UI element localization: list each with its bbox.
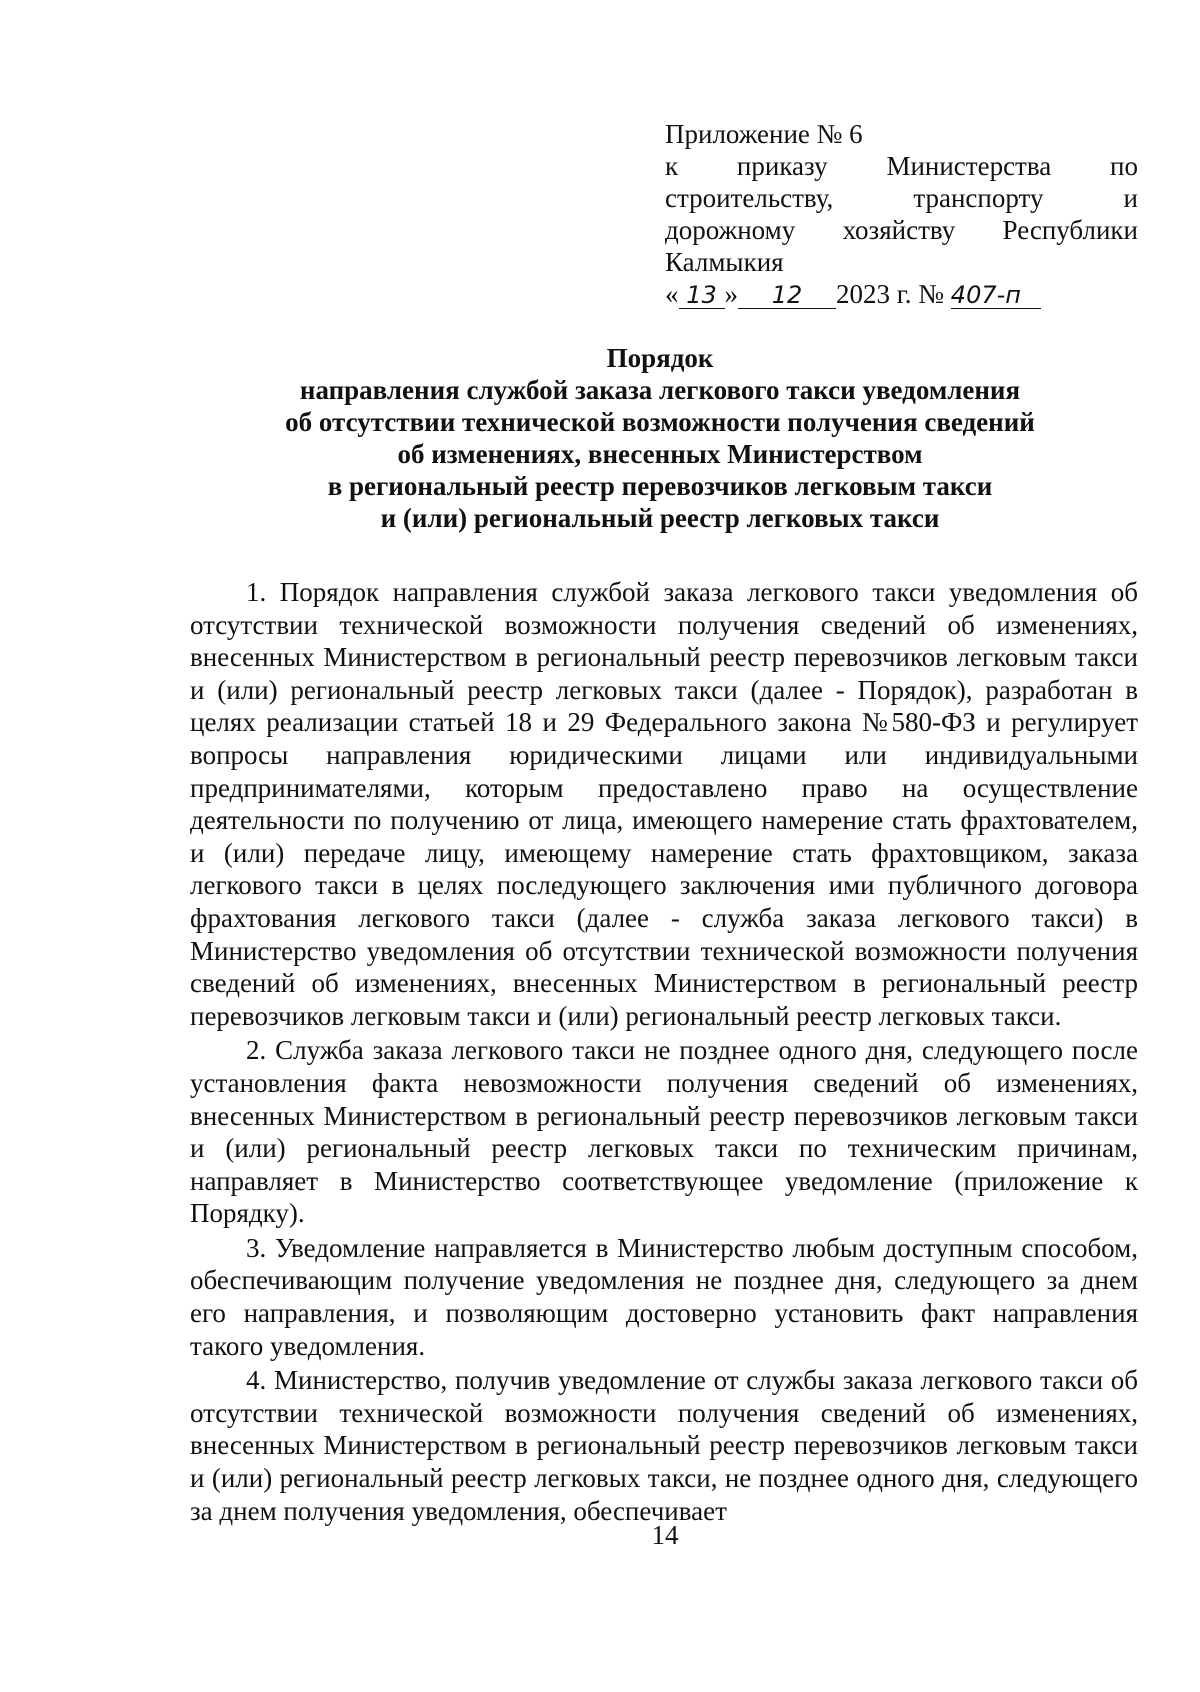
date-year-label: 2023 г. № — [836, 279, 945, 309]
handwritten-day: 13 — [679, 282, 725, 309]
paragraph-4: 4. Министерство, получив уведомление от службы заказа легкового такси об отсутствии технической возможности получения сведений об изменениях, внесенных Министерством в региональный реестр перевозчиков легковым такси и (или) региональный реестр легковых такси, не позднее одного дня, следующего за днем получения уведомления, обеспечивает — [190, 1365, 1138, 1526]
handwritten-month: 12 — [738, 282, 836, 309]
title-line: об отсутствии технической возможности получения сведений — [285, 407, 1035, 437]
title-line: направления службой заказа легкового такси уведомления — [299, 375, 1021, 405]
appendix-line-order: к приказу Министерства по — [665, 151, 1138, 181]
handwritten-order-number: 407-п — [951, 282, 1041, 309]
title-line: Порядок — [606, 343, 714, 373]
appendix-title: Приложение № 6 — [665, 119, 863, 149]
document-body — [190, 576, 1138, 1529]
date-quote-close: » — [724, 279, 738, 309]
document-title — [180, 342, 1140, 534]
paragraph-1: 1. Порядок направления службой заказа легкового такси уведомления об отсутствии технической возможности получения сведений об изменениях, внесенных Министерством в региональный реестр перевозчиков легковым такси и (или) региональный реестр легковых такси (далее - Порядок), разработан в целях реализации статьей 18 и 29 Федерального закона №580-ФЗ и регулирует вопросы направления юридическими лицами или индивидуальными предпринимателями, которым предоставлено право на осуществление деятельности по получению от лица, имеющего намерение стать фрахтователем, и (или) передаче лицу, имеющему намерение стать фрахтовщиком, заказа легкового такси в целях последующего заключения ими публичного договора фрахтования легкового такси (далее - служба заказа легкового такси) в Министерство уведомления об отсутствии технической возможности получения сведений об изменениях, внесенных Министерством в региональный реестр перевозчиков легковым такси и (или) региональный реестр легковых такси. — [190, 577, 1138, 1031]
appendix-line-department: дорожному хозяйству Республики — [665, 215, 1138, 245]
title-line: об изменениях, внесенных Министерством — [397, 439, 923, 469]
paragraph-2: 2. Служба заказа легкового такси не позднее одного дня, следующего после установления факта невозможности получения сведений об изменениях, внесенных Министерством в региональный реестр перевозчиков легковым такси и (или) региональный реестр легковых такси по техническим причинам, направляет в Министерство соответствующее уведомление (приложение к Порядку). — [190, 1035, 1138, 1229]
paragraph-3: 3. Уведомление направляется в Министерство любым доступным способом, обеспечивающим получение уведомления не позднее дня, следующего за днем его направления, и позволяющим достоверно установить факт направления такого уведомления. — [190, 1232, 1138, 1361]
appendix-line-region: Калмыкия — [665, 247, 784, 277]
title-line: в региональный реестр перевозчиков легковым такси — [327, 471, 993, 501]
appendix-line-ministry: строительству, транспорту и — [665, 183, 1138, 213]
order-date-line — [665, 278, 1138, 310]
date-quote-open: « — [665, 279, 679, 309]
title-line: и (или) региональный реестр легковых такси — [380, 503, 940, 533]
appendix-header — [665, 118, 1138, 310]
page-number: 14 — [651, 1520, 679, 1550]
